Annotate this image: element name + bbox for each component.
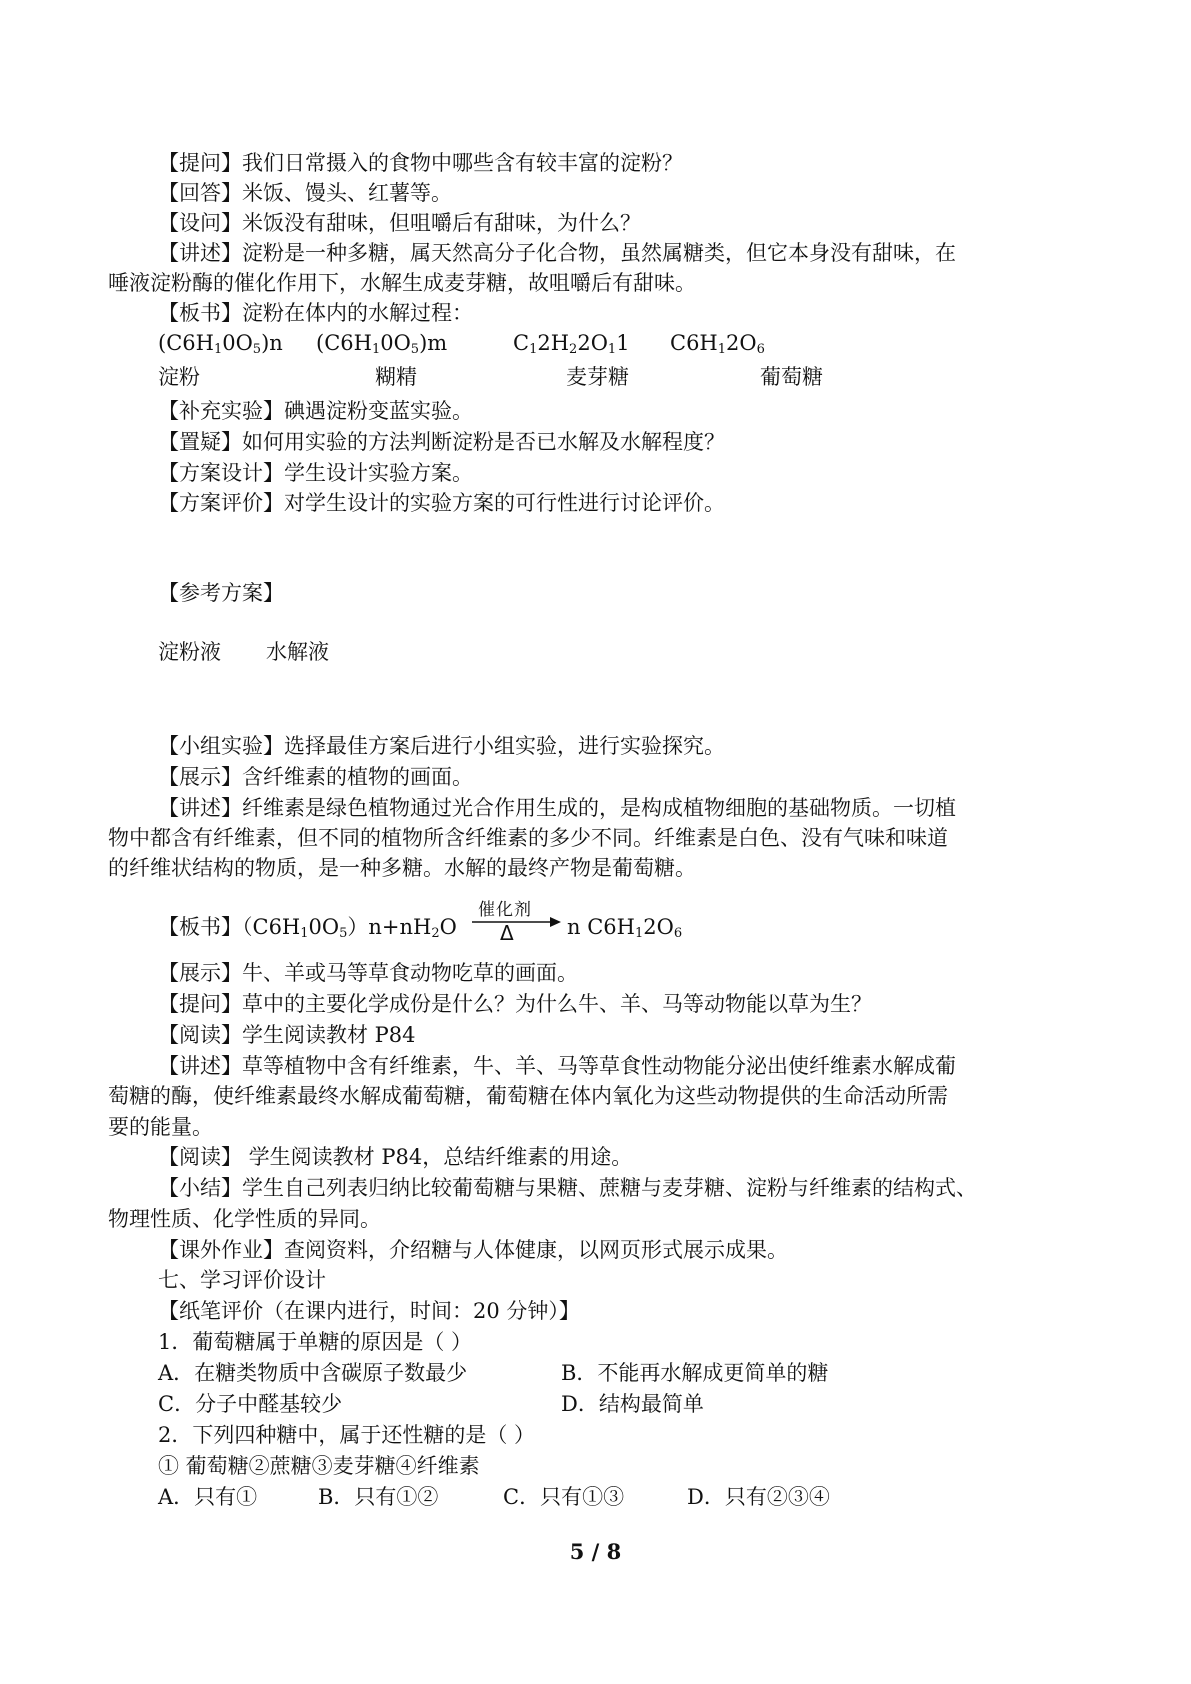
paragraph-line: 【回答】米饭、馒头、红薯等。 xyxy=(158,181,452,205)
q2-option-d: D．只有②③④ xyxy=(687,1485,830,1509)
question-2-items: ① 葡萄糖②蔗糖③麦芽糖④纤维素 xyxy=(158,1454,480,1478)
paragraph-line: 【板书】淀粉在体内的水解过程： xyxy=(158,301,473,325)
q1-option-d: D．结构最简单 xyxy=(561,1392,704,1416)
page-number: 5 / 8 xyxy=(569,1539,622,1564)
formula-maltose: $C_12H_22O_11$ xyxy=(513,331,630,357)
heat-label: Δ xyxy=(500,921,514,945)
catalyst-label: 催化剂 xyxy=(478,900,532,920)
scheme-starch-solution: 淀粉液 xyxy=(158,640,221,664)
paragraph-line: 【补充实验】碘遇淀粉变蓝实验。 xyxy=(158,399,473,423)
formula-glucose: $C6H_12O_6$ xyxy=(670,331,765,357)
paragraph-line: 【提问】我们日常摄入的食物中哪些含有较丰富的淀粉？ xyxy=(158,151,683,175)
paragraph-line: 【方案设计】学生设计实验方案。 xyxy=(158,461,473,485)
reference-scheme-heading: 【参考方案】 xyxy=(158,581,284,605)
paragraph-line: 【方案评价】对学生设计的实验方案的可行性进行讨论评价。 xyxy=(158,491,725,515)
equation-reactants: 【板书】$(C6H_10O_5)n+nH_2O$ xyxy=(158,915,457,941)
paragraph-line: 【设问】米饭没有甜味，但咀嚼后有甜味，为什么？ xyxy=(158,211,641,235)
paragraph-line: 【讲述】草等植物中含有纤维素，牛、羊、马等草食性动物能分泌出使纤维素水解成葡 xyxy=(158,1054,956,1078)
paragraph-line: 萄糖的酶，使纤维素最终水解成葡萄糖，葡萄糖在体内氧化为这些动物提供的生命活动所需 xyxy=(108,1084,948,1108)
paragraph-line: 【提问】草中的主要化学成份是什么？为什么牛、羊、马等动物能以草为生？ xyxy=(158,992,872,1016)
formula-starch: $(C6H_10O_5)n$ xyxy=(158,331,283,357)
label-maltose: 麦芽糖 xyxy=(566,365,629,389)
paragraph-line: 唾液淀粉酶的催化作用下，水解生成麦芽糖，故咀嚼后有甜味。 xyxy=(108,271,696,295)
paragraph-line: 物理性质、化学性质的异同。 xyxy=(108,1207,381,1231)
paragraph-line: 的纤维状结构的物质，是一种多糖。水解的最终产物是葡萄糖。 xyxy=(108,856,696,880)
arrow-icon xyxy=(470,895,562,945)
label-glucose: 葡萄糖 xyxy=(760,365,823,389)
paragraph-line: 【展示】含纤维素的植物的画面。 xyxy=(158,765,473,789)
paragraph-line: 【阅读】 学生阅读教材 P84，总结纤维素的用途。 xyxy=(158,1145,633,1169)
q2-option-c: C．只有①③ xyxy=(503,1485,625,1509)
paragraph-line: 【展示】牛、羊或马等草食动物吃草的画面。 xyxy=(158,961,578,985)
q1-option-b: B．不能再水解成更简单的糖 xyxy=(561,1361,829,1385)
q1-option-c: C．分子中醛基较少 xyxy=(158,1392,343,1416)
paragraph-line: 【小组实验】选择最佳方案后进行小组实验，进行实验探究。 xyxy=(158,734,725,758)
paragraph-line: 物中都含有纤维素，但不同的植物所含纤维素的多少不同。纤维素是白色、没有气味和味道 xyxy=(108,826,948,850)
paragraph-line: 【讲述】淀粉是一种多糖，属天然高分子化合物，虽然属糖类，但它本身没有甜味，在 xyxy=(158,241,956,265)
paragraph-line: 【纸笔评价（在课内进行，时间：20 分钟）】 xyxy=(158,1299,580,1323)
scheme-hydrolysate: 水解液 xyxy=(266,640,329,664)
q1-option-a: A．在糖类物质中含碳原子数最少 xyxy=(158,1361,468,1385)
q2-option-a: A．只有① xyxy=(158,1485,258,1509)
paragraph-line: 【课外作业】查阅资料，介绍糖与人体健康，以网页形式展示成果。 xyxy=(158,1238,788,1262)
paragraph-line: 要的能量。 xyxy=(108,1115,213,1139)
paragraph-line: 【讲述】纤维素是绿色植物通过光合作用生成的，是构成植物细胞的基础物质。一切植 xyxy=(158,796,956,820)
question-1: 1．葡萄糖属于单糖的原因是（ ） xyxy=(158,1330,473,1354)
q2-option-b: B．只有①② xyxy=(318,1485,439,1509)
label-dextrin: 糊精 xyxy=(375,365,417,389)
paragraph-line: 【小结】学生自己列表归纳比较葡萄糖与果糖、蔗糖与麦芽糖、淀粉与纤维素的结构式、 xyxy=(158,1176,977,1200)
reaction-arrow xyxy=(470,895,562,945)
paragraph-line: 【置疑】如何用实验的方法判断淀粉是否已水解及水解程度？ xyxy=(158,430,725,454)
question-2: 2．下列四种糖中，属于还性糖的是（ ） xyxy=(158,1423,536,1447)
equation-product: n $C6H_12O_6$ xyxy=(567,915,683,941)
section-heading: 七、学习评价设计 xyxy=(158,1268,326,1292)
label-starch: 淀粉 xyxy=(158,365,200,389)
paragraph-line: 【阅读】学生阅读教材 P84 xyxy=(158,1023,416,1047)
formula-dextrin: $(C6H_10O_5)m$ xyxy=(316,331,448,357)
